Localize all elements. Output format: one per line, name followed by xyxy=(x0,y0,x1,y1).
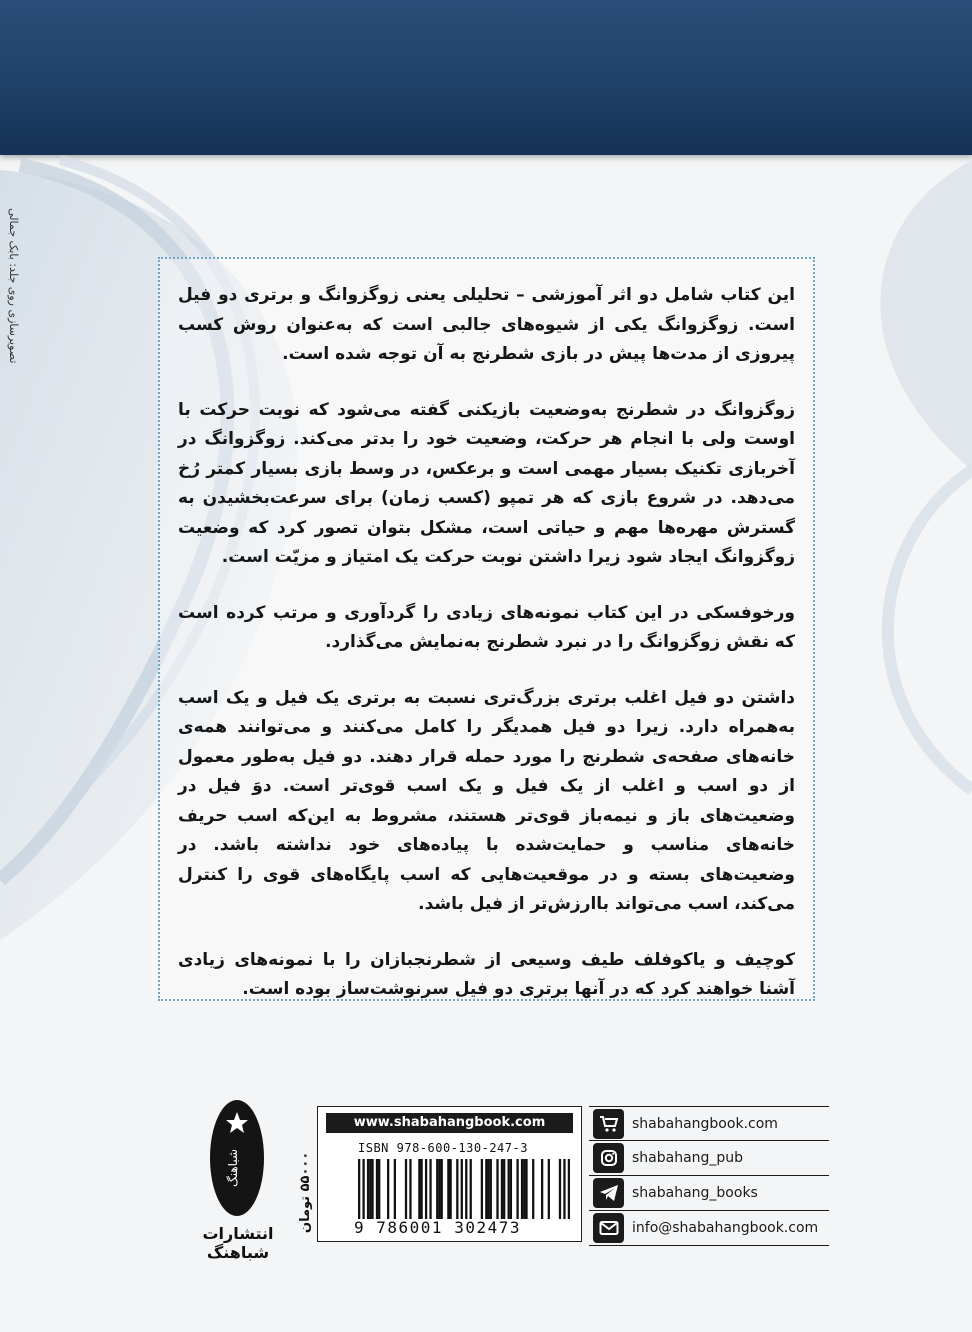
blurb-paragraph: زوگزوانگ در شطرنج به‌وضعیت بازیکنی گفته می‌شود که نوبت حرکت با اوست ولی با انجام هر حرکت، وضعیت خود را بدتر می‌کند. زوگزوانگ در آخربازی تکنیک بسیار مهمی است و برعکس، در وسط بازی بسیار کمتر رُخ می‌دهد. در شروع بازی که هر تمپو (کسب زمان) برای سرعت‌بخشیدن به گسترش مهره‌ها مهم و حیاتی است، مشکل بتوان تصور کرد که وضعیت زوگزوانگ ایجاد شود زیرا داشتن نوبت حرکت یک امتیاز و مزیّت است. xyxy=(178,399,795,567)
barcode-bar xyxy=(501,1159,503,1219)
cover-illustrator-credit: تصویرسازی روی جلد: بابک جمالی xyxy=(7,208,20,364)
barcode-bar xyxy=(532,1159,534,1219)
contact-text: info@shabahangbook.com xyxy=(632,1220,819,1236)
barcode-bar xyxy=(523,1159,525,1219)
isbn-number: ISBN 978-600-130-247-3 xyxy=(358,1141,528,1155)
barcode-bar xyxy=(563,1159,565,1219)
mail-icon xyxy=(593,1213,624,1243)
blurb-paragraph: این کتاب شامل دو اثر آموزشی – تحلیلی یعنی زوگزوانگ و برتری دو فیل است. زوگزوانگ یکی از شیوه‌های جالبی است که به‌عنوان روش کسب پیروزی از مدت‌ها پیش در بازی شطرنج به آن توجه شده است. xyxy=(178,285,795,364)
barcode-bar xyxy=(490,1159,492,1219)
barcode-bar xyxy=(378,1159,380,1219)
barcode-bar xyxy=(449,1159,451,1219)
barcode-bar xyxy=(438,1159,440,1219)
website-banner[interactable]: www.shabahangbook.com xyxy=(326,1113,573,1133)
blurb-frame xyxy=(158,257,815,1001)
barcode-bar xyxy=(503,1159,505,1219)
barcode-bar xyxy=(516,1159,518,1219)
barcode-bar xyxy=(425,1159,427,1219)
barcode-bar xyxy=(521,1159,523,1219)
barcode-bar xyxy=(394,1159,396,1219)
barcode-bar xyxy=(429,1159,431,1219)
barcode-bar xyxy=(420,1159,422,1219)
barcode-bar xyxy=(456,1159,458,1219)
barcode-bar xyxy=(441,1159,443,1219)
shopping-cart-icon xyxy=(593,1109,624,1139)
barcode-bar xyxy=(470,1159,472,1219)
contact-website[interactable] xyxy=(589,1106,829,1141)
barcode-bar xyxy=(461,1159,463,1219)
barcode-bar xyxy=(436,1159,438,1219)
blurb-paragraph: داشتن دو فیل اغلب برتری بزرگ‌تری نسبت به برتری یک فیل و یک اسب به‌همراه دارد. زیرا دو فیل همدیگر را کامل می‌کنند و می‌توانند همه‌ی خانه‌های صفحه‌ی شطرنج را مورد حمله قرار دهند. دو فیل به‌طور معمول از دو اسب و اغلب از یک فیل و یک اسب قوی‌تر است. دوَ فیل در وضعیت‌های باز و نیمه‌باز قوی‌تر هستند، مشروط به این‌که اسب حریف خانه‌های مناسب و حمایت‌شده با پیاده‌های خود نداشته باشد. در وضعیت‌های بسته و در موقعیت‌هایی که اسب پایگاه‌های قوی را کنترل می‌کند، اسب می‌تواند باارزش‌تر از فیل باشد. xyxy=(178,687,795,914)
barcode-bar xyxy=(447,1159,449,1219)
publisher-logo-text: شباهنگ xyxy=(226,1148,240,1188)
barcode-bar xyxy=(358,1159,360,1219)
barcode-bar xyxy=(487,1159,489,1219)
barcode-bar xyxy=(376,1159,378,1219)
barcode-bar xyxy=(508,1159,510,1219)
contact-email[interactable] xyxy=(589,1211,829,1246)
publisher-name: انتشارات شباهنگ xyxy=(202,1224,274,1262)
contact-list xyxy=(589,1106,829,1246)
barcode-bar xyxy=(485,1159,487,1219)
blurb-paragraph: ورخوفسکی در این کتاب نمونه‌های زیادی را گردآوری و مرتب کرده است که نقش زوگزوانگ را در نبرد شطرنج به‌نمایش می‌گذارد. xyxy=(178,602,795,652)
barcode-bar xyxy=(369,1159,371,1219)
barcode-bar xyxy=(387,1159,389,1219)
barcode-bar xyxy=(418,1159,420,1219)
barcode-bar xyxy=(465,1159,467,1219)
barcode-bar xyxy=(568,1159,570,1219)
barcode-bar xyxy=(362,1159,364,1219)
instagram-icon xyxy=(593,1143,624,1173)
barcode-digits: 9 786001 302473 xyxy=(354,1218,521,1237)
contact-text: shabahangbook.com xyxy=(632,1115,778,1132)
barcode-bar xyxy=(525,1159,527,1219)
contact-instagram[interactable] xyxy=(589,1141,829,1176)
blurb-text xyxy=(178,281,795,1031)
barcode-bar xyxy=(559,1159,561,1219)
blurb-paragraph: کوچیف و یاکوفلف طیف وسیعی از شطرنجبازان را با نمونه‌های زیادی آشنا خواهند کرد که در آنها برتری دو فیل سرنوشت‌ساز بوده است. xyxy=(178,949,795,999)
barcode-bar xyxy=(371,1159,373,1219)
barcode xyxy=(358,1159,570,1219)
contact-text: shabahang_books xyxy=(632,1185,758,1201)
contact-telegram[interactable] xyxy=(589,1176,829,1211)
barcode-bar xyxy=(409,1159,411,1219)
isbn-barcode-panel xyxy=(317,1106,582,1242)
telegram-icon xyxy=(593,1178,624,1208)
barcode-bar xyxy=(367,1159,369,1219)
barcode-bar xyxy=(405,1159,407,1219)
publisher-logo xyxy=(207,1090,267,1220)
price-label: ۵۵۰۰۰ تومان xyxy=(298,1151,313,1234)
barcode-bar xyxy=(510,1159,512,1219)
barcode-bar xyxy=(548,1159,550,1219)
barcode-bar xyxy=(541,1159,543,1219)
barcode-bar xyxy=(481,1159,483,1219)
contact-text: shabahang_pub xyxy=(632,1150,744,1166)
barcode-bar xyxy=(496,1159,498,1219)
